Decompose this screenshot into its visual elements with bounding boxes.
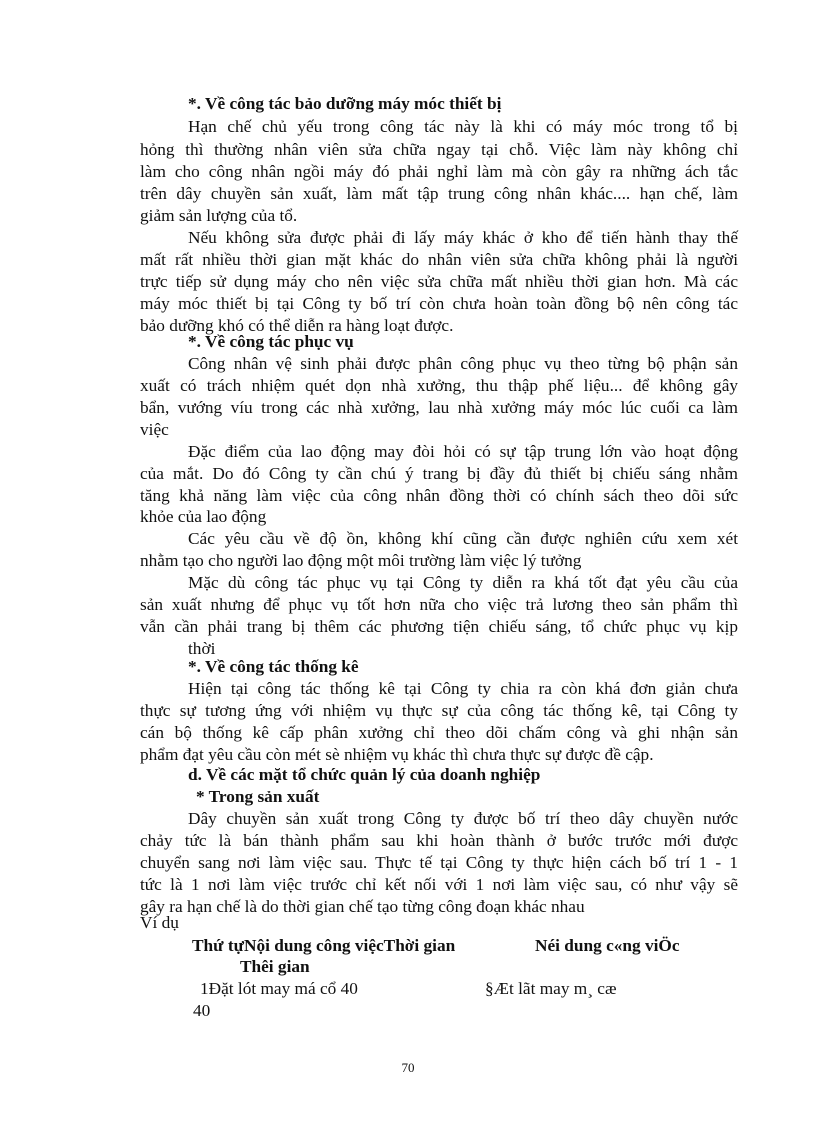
text-line: Đặc điểm của lao động may đòi hỏi có sự tập trung lớn vào hoạt động xyxy=(188,442,738,461)
table-header-row xyxy=(192,935,455,957)
text-line: phẩm đạt yêu cầu còn mét sè nhiệm vụ khác thì chưa thực sự được đề cập. xyxy=(140,745,654,764)
heading-maintenance: *. Về công tác bảo dưỡng máy móc thiết bị xyxy=(188,94,502,113)
table-header-time: Thời gian xyxy=(383,936,456,955)
table-cell-content: Đặt lót may má cổ xyxy=(208,979,337,998)
table-header-content: Nội dung công việc xyxy=(243,936,384,955)
text-line: sản xuất nhưng để phục vụ tốt hơn nữa cho việc trả lương theo sản phẩm thì xyxy=(140,595,738,614)
table-cell-time2: 40 xyxy=(193,1001,211,1020)
text-line: thực sự tương ứng với nhiệm vụ thực sự của công tác thống kê, tại Công ty xyxy=(140,701,738,720)
text-line: bảo dưỡng khó có thể diễn ra hàng loạt được. xyxy=(140,316,454,335)
text-line: Công nhân vệ sinh phải được phân công phục vụ theo từng bộ phận sản xyxy=(188,354,738,373)
text-line: nhằm tạo cho người lao động một môi trường làm việc lý tưởng xyxy=(140,551,582,570)
text-line: chảy tức là bán thành phẩm sau khi hoàn thành ở bước trước mới được xyxy=(140,831,738,850)
text-line: tức là 1 nơi làm việc trước chỉ kết nối với 1 nơi làm việc sau, có như vậy sẽ xyxy=(140,875,738,894)
table-cell-content2: §Æt lãt may m¸ cæ xyxy=(485,979,617,998)
example-label: Ví dụ xyxy=(140,913,179,932)
text-line: máy móc thiết bị tại Công ty bố trí còn chưa hoàn toàn đồng bộ nên công tác xyxy=(140,294,738,313)
text-line: Hạn chế chủ yếu trong công tác này là khi có máy móc trong tổ bị xyxy=(188,117,738,136)
table-header-order: Thứ tự xyxy=(192,936,244,955)
page-number: 70 xyxy=(401,1060,415,1075)
text-line: vẫn cần phải trang bị thêm các phương tiện chiếu sáng, tổ chức phục vụ kịp xyxy=(140,617,738,636)
text-line: trên dây chuyền sản xuất, làm mất tập trung công nhân khác.... hạn chế, làm xyxy=(140,184,738,203)
text-line: làm cho công nhân ngồi máy đó phải nghỉ làm mà còn gây ra những ách tắc xyxy=(140,162,738,181)
text-line: chuyển sang nơi làm việc sau. Thực tế tại Công ty thực hiện cách bố trí 1 - 1 xyxy=(140,853,738,872)
table-cell-order: 1 xyxy=(200,979,209,998)
table-cell-time: 40 xyxy=(340,979,358,998)
text-line: bẩn, vướng víu trong các nhà xưởng, lau nhà xưởng máy móc lúc cuối ca làm xyxy=(140,398,738,417)
text-line: Dây chuyền sản xuất trong Công ty được bố trí theo dây chuyền nước xyxy=(188,809,738,828)
text-line: việc xyxy=(140,420,169,439)
table-row xyxy=(200,978,358,1000)
text-line: Các yêu cầu về độ ồn, không khí cũng cần được nghiên cứu xem xét xyxy=(188,529,738,548)
table-header-time2: Thêi gian xyxy=(240,957,310,976)
text-line: cán bộ thống kê cấp phân xưởng chỉ theo dõi chấm công và ghi nhận sản xyxy=(140,723,738,742)
text-line: giảm sản lượng của tổ. xyxy=(140,206,298,225)
text-line: Nếu không sửa được phải đi lấy máy khác ở kho để tiến hành thay thế xyxy=(188,228,738,247)
text-line: khỏe của lao động xyxy=(140,507,267,526)
subheading-production: * Trong sản xuất xyxy=(196,787,320,806)
text-line: Hiện tại công tác thống kê tại Công ty chia ra còn khá đơn giản chưa xyxy=(188,679,738,698)
heading-statistics: *. Về công tác thống kê xyxy=(188,657,359,676)
text-line: Mặc dù công tác phục vụ tại Công ty diễn ra khá tốt đạt yêu cầu của xyxy=(188,573,738,592)
table-header-content2: Néi dung c«ng viÖc xyxy=(535,936,680,955)
text-line: trực tiếp sử dụng máy cho nên việc sửa chữa mất nhiều thời gian hơn. Mà các xyxy=(140,272,738,291)
text-line: của mắt. Do đó Công ty cần chú ý trang bị đầy đủ thiết bị chiếu sáng nhằm xyxy=(140,464,738,483)
text-line: thời xyxy=(188,639,216,658)
heading-service: *. Về công tác phục vụ xyxy=(188,332,354,351)
text-line: gây ra hạn chế là do thời gian chế tạo từng công đoạn khác nhau xyxy=(140,897,585,916)
text-line: tăng khả năng làm việc của công nhân đồng thời có chính sách theo dõi sức xyxy=(140,486,738,505)
heading-management: d. Về các mặt tổ chức quản lý của doanh nghiệp xyxy=(188,765,541,784)
text-line: xuất có trách nhiệm quét dọn nhà xưởng, thu thập phế liệu... để không gây xyxy=(140,376,738,395)
text-line: hỏng thì thường nhân viên sửa chữa ngay tại chỗ. Việc làm này không chỉ xyxy=(140,140,738,159)
text-line: mất rất nhiều thời gian mặt khác do nhân viên sửa chữa không phải là người xyxy=(140,250,738,269)
